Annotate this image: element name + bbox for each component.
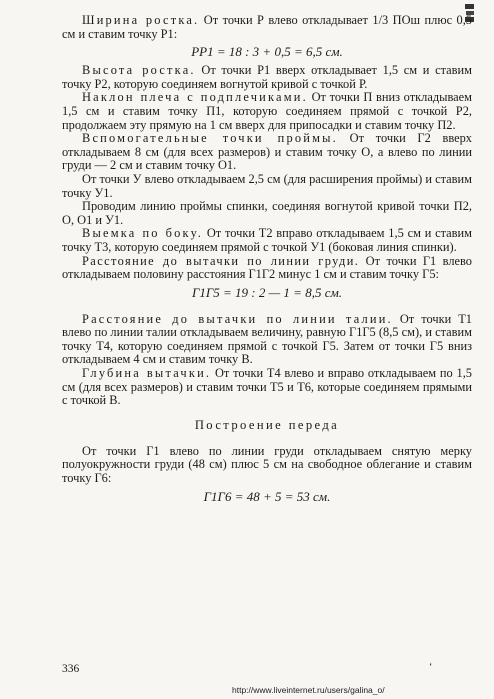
heading-shirina: Ширина ростка. bbox=[82, 13, 200, 27]
paragraph-rasst-grudi bbox=[62, 255, 472, 282]
text-vysota: От точки Р1 вверх откладывает 1,5 см и ставим точку Р2, которую соединяем вогнутой кривой с точкой Р. bbox=[62, 63, 472, 91]
paragraph-vyemka bbox=[62, 227, 472, 254]
heading-glubina: Глубина вытачки. bbox=[82, 366, 212, 381]
text-glubina: От точки Т4 влево и вправо откладываем по 1,5 см (для всех размеров) и ставим точки Т5 и Т6, которые соединяем прямыми с точкой В. bbox=[62, 366, 472, 408]
text-vyemka: От точки Т2 вправо откладываем 1,5 см и ставим точку Т3, которую соединяем прямой с точкой У1 (боковая линия спинки). bbox=[62, 226, 472, 254]
text-vspom: От точки Г2 вверх откладываем 8 см (для всех размеров) и ставим точку О, а влево по линии груди — 2 см и ставим точку О1. bbox=[62, 131, 472, 173]
paragraph-vspom bbox=[62, 132, 472, 173]
source-url: http://www.liveinternet.ru/users/galina_o/ bbox=[232, 685, 385, 695]
paragraph-vysota bbox=[62, 64, 472, 91]
paragraph-naklon bbox=[62, 91, 472, 132]
heading-vysota: Высота ростка. bbox=[82, 63, 196, 78]
heading-naklon: Наклон плеча с подплечиками. bbox=[82, 90, 308, 105]
text-naklon: От точки П вниз откладываем 1,5 см и ставим точку П1, которую соединяем прямой с точкой Р2, продолжаем эту прямую на 1 см вверх для припосадки и ставим точку П2. bbox=[62, 90, 472, 132]
heading-vspom: Вспомогательные точки проймы. bbox=[82, 131, 338, 146]
heading-rasst-talii: Расстояние до вытачки по линии талии. bbox=[82, 311, 393, 326]
formula-pp1: РР1 = 18 : 3 + 0,5 = 6,5 см. bbox=[191, 44, 343, 60]
heading-vyemka: Выемка по боку. bbox=[82, 226, 204, 241]
paragraph-pered: От точки Г1 влево по линии груди откладываем снятую мерку полуокружности груди (48 см) плюс 5 см на свободное облегание и ставим точку Г6: bbox=[62, 443, 472, 486]
paragraph-glubina bbox=[62, 367, 472, 408]
page-number: 336 bbox=[62, 663, 80, 675]
document-body bbox=[62, 14, 472, 509]
text-rasst-talii: От точки Т1 влево по линии талии откладываем величину, равную Г1Г5 (8,5 см), и ставим точку Т4, которую соединяем прямой с точкой Г5. Затем от точки Г5 вниз откладываем 4 см и ставим точку В. bbox=[62, 311, 473, 367]
paragraph-provodim: Проводим линию проймы спинки, соединяя вогнутой кривой точки П2, О, О1 и У1. bbox=[62, 199, 472, 227]
formula-g1g6: Г1Г6 = 48 + 5 = 53 см. bbox=[203, 488, 331, 504]
paragraph-rasst-talii bbox=[62, 313, 472, 367]
paragraph-shirina bbox=[62, 14, 472, 41]
heading-rasst-grudi: Расстояние до вытачки по линии груди. bbox=[82, 253, 360, 268]
text-shirina: От точки Р влево откладывает 1/3 ПОш плюс 0,5 см и ставим точку Р1: bbox=[62, 13, 472, 41]
margin-mark: ‘ bbox=[429, 662, 433, 673]
section-title: Построение переда bbox=[194, 417, 340, 432]
paragraph-ot-tochki-u: От точки У влево откладываем 2,5 см (для расширения проймы) и ставим точку У1. bbox=[62, 171, 472, 200]
formula-g1g5: Г1Г5 = 19 : 2 — 1 = 8,5 см. bbox=[191, 284, 343, 300]
text-rasst-grudi: От точки Г1 влево откладываем половину расстояния Г1Г2 минус 1 см и ставим точку Г5: bbox=[62, 253, 473, 282]
